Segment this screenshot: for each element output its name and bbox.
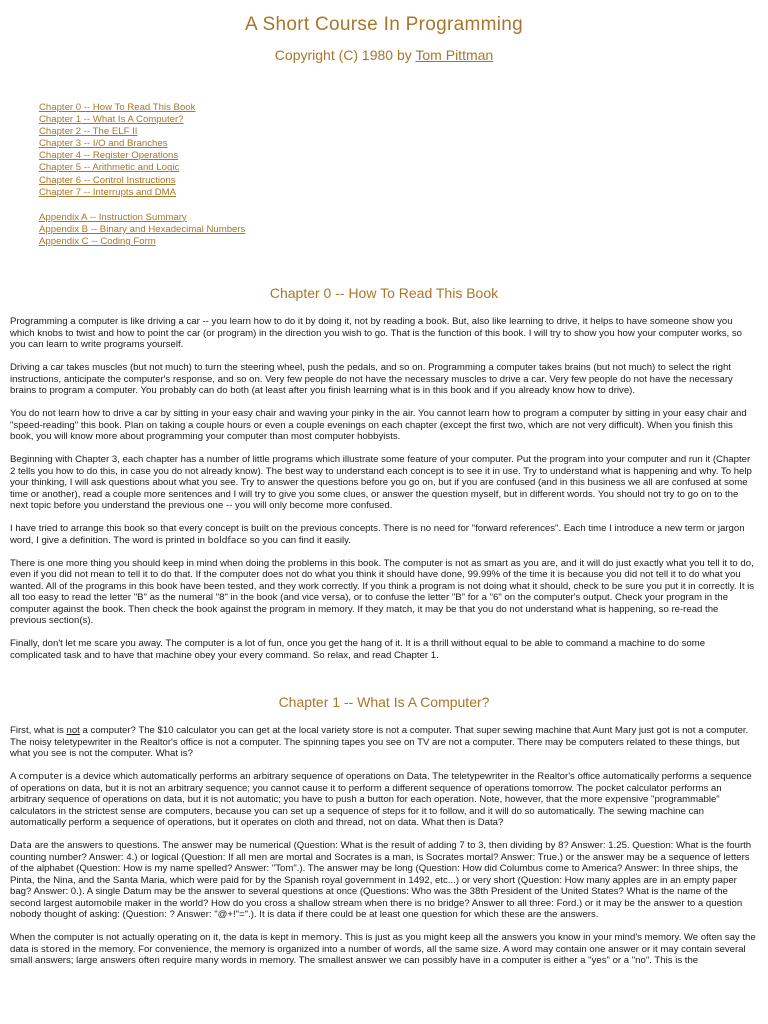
chapter-0-paragraph-5 xyxy=(10,523,756,546)
text-segment: When the computer is not actually operating on it, the data is kept in xyxy=(10,932,302,944)
toc-link-chapter-2[interactable]: Chapter 2 -- The ELF II xyxy=(39,126,138,138)
toc-item xyxy=(39,126,768,138)
boldface-term: words xyxy=(394,943,422,955)
chapter-0-paragraph-1: Programming a computer is like driving a car -- you learn how to do it by doing it, not by reading a book. But, also like learning to drive, it helps to have someone show you which knobs to twist and how to point the car (or program) in the direction you wish to go. That is the function of this book. I will try to show you how your computer works, so you can learn to write programs yourself. xyxy=(10,316,742,351)
chapter-0-paragraph-7: Finally, don't let me scare you away. The computer is a lot of fun, once you get the hang of it. It is a thrill without equal to be able to command a machine to do some complicated task and to have that machine obey your every command. So relax, and read Chapter 1. xyxy=(10,638,706,661)
chapter-0-paragraph-2: Driving a car takes muscles (but not much) to turn the steering wheel, push the pedals, and so on. Programming a computer takes brains (but not much) to select the right instructions, anticipate the computer's response, and so on. Very few people do not have the necessary muscles to drive a car. Very few people do not have the necessary brains to program a computer. You probably can do both (at least after you finish learning what is in this book and if you already know how to drive). xyxy=(10,362,733,397)
toc-item xyxy=(39,150,768,162)
chapter-0-paragraph-4: Beginning with Chapter 3, each chapter has a number of little programs which illustrate some feature of your computer. Put the program into your computer and run it (Chapter 2 tells you how to do this, in case you do not already know). The best way to understand each concept is to see it in use. Try to understand what is happening and why. To help your thinking, I will ask questions about what you see. Try to answer the questions before you go on, but if you are confused (and in this business we all are confused at some time or another), read a couple more sentences and I will try to give you some clues, or answer the question myself, but in different words. You should not try to go on to the next topic before you understand the previous one -- you will only become more confused. xyxy=(10,454,752,512)
chapter-0-heading: Chapter 0 -- How To Read This Book xyxy=(269,285,499,302)
copyright-line xyxy=(0,46,768,64)
toc-item xyxy=(39,162,768,174)
underlined-word: not xyxy=(66,725,80,737)
toc-spacer xyxy=(39,199,768,212)
toc-item xyxy=(39,212,768,224)
toc-item xyxy=(39,236,768,248)
toc-link-appendix-b[interactable]: Appendix B -- Binary and Hexadecimal Numbers xyxy=(39,223,246,235)
toc-link-chapter-6[interactable]: Chapter 6 -- Control Instructions xyxy=(39,174,176,186)
toc-item xyxy=(39,224,768,236)
chapter-1-heading: Chapter 1 -- What Is A Computer? xyxy=(278,694,490,711)
text-segment: I have tried to arrange this book so that every concept is built on the previous concepts. There is no need for "forward references". Each time I introduce a new term or jargon word, I give a definition. The word is printed in xyxy=(10,523,745,546)
chapter-1-paragraph-1 xyxy=(10,725,756,760)
toc-link-chapter-5[interactable]: Chapter 5 -- Arithmetic and Logic xyxy=(39,162,180,174)
chapter-0-paragraph-6: There is one more thing you should keep in mind when doing the problems in this book. The computer is not as smart as you are, and it will do just exactly what you tell it to do, even if you did not mean to tell it to do that. If the computer does not do what you think it should have done, 99.99% of the time it is because you did not tell it to do what you wanted. All of the programs in this book have been tested, and they work correctly. If you think a program is not doing what it should, check to be sure you put it in correctly. It is all too easy to read the letter "B" as the numeral "8" in the book (and vice versa), or to confuse the letter "B" for a "6" on the computer's output. Check your program in the computer against the book. Then check the book against the program in memory. If they match, it may be that you do not understand what is happening, so re-read the previous section(s). xyxy=(10,557,755,627)
text-segment: . This is just as you might keep all the answers you know in your mind's memory. We often say the data is xyxy=(10,932,756,955)
toc-link-appendix-a[interactable]: Appendix A -- Instruction Summary xyxy=(39,211,187,223)
toc-item xyxy=(39,102,768,114)
text-segment: so you can find it easily. xyxy=(247,534,351,546)
text-segment: in the memory. For convenience, the memory is organized into a number of xyxy=(70,943,395,955)
chapter-1-paragraph-4 xyxy=(10,932,756,967)
text-segment: A xyxy=(10,771,19,783)
text-segment: are the answers to questions. The answer may be numerical (Question: What is the result of adding 7 to 3, then dividing by 8? Answer: 1.25. Question: What is the fourth counting number? Answer: 4.) or logical (Question: If all men are mortal and Socrates is a man, is Socrates mortal? Answer: True.) or the answer may be a sequence of letters of the alphabet (Question: How is my name spelled? Answer: "Tom".). The answer may be long (Question: How did Columbus come to America? Answer: In three ships, the Pinta, the Nina, and the Santa Maria, which were paid for by the Spanish royal government in 1492, etc...) or very short (Question: How many apples are in an empty paper bag? Answer: 0.). A single Datum may be the answer to several questions at once (Questions: Who was the 38th President of the United States? What is the name of the second largest automobile maker in the world? How do you cross a shallow stream when there is no bridge? Answer to all three: Ford.) or it may be the answer to a question nobody thought of asking: (Question: ? Answer: "@+!"=".). It is data if there could be at least one question for which these are the answers. xyxy=(10,840,752,921)
chapter-1-paragraph-3 xyxy=(10,840,756,921)
text-segment: a computer? The $10 calculator you can get at the local variety store is not a computer. That super sewing machine that Aunt Mary just got is not a computer. The noisy teletypewriter in the Realtor's office is not a computer. The spinning tapes you see on TV are not a computer. There may be computers related to these things, but what you see is not the computer. What is? xyxy=(10,725,749,760)
toc-item xyxy=(39,114,768,126)
toc-item xyxy=(39,187,768,199)
boldface-term: boldface xyxy=(207,534,248,546)
chapter-1-paragraph-2 xyxy=(10,771,756,829)
chapter-0-paragraph-3: You do not learn how to drive a car by sitting in your easy chair and waving your pinky in the air. You cannot learn how to program a computer by sitting in your easy chair and "speed-reading" this book. Plan on taking a couple hours or even a couple evenings on each chapter (except the first two, which are not very difficult). When you finish this book, you will know more about programming your computer than most computer hobbyists. xyxy=(10,408,747,443)
toc-link-chapter-0[interactable]: Chapter 0 -- How To Read This Book xyxy=(39,102,196,113)
boldface-term: computer xyxy=(18,771,63,783)
toc-link-chapter-7[interactable]: Chapter 7 -- Interrupts and DMA xyxy=(39,186,177,198)
toc-item xyxy=(39,175,768,187)
boldface-term: stored xyxy=(40,943,71,955)
toc-link-chapter-4[interactable]: Chapter 4 -- Register Operations xyxy=(39,150,179,162)
author-link[interactable]: Tom Pittman xyxy=(415,47,494,63)
table-of-contents xyxy=(39,102,768,248)
toc-link-appendix-c[interactable]: Appendix C -- Coding Form xyxy=(39,235,156,247)
toc-link-chapter-3[interactable]: Chapter 3 -- I/O and Branches xyxy=(39,138,168,150)
toc-link-chapter-1[interactable]: Chapter 1 -- What Is A Computer? xyxy=(39,114,184,126)
boldface-term: memory xyxy=(301,932,340,944)
text-segment: is a device which automatically performs an arbitrary sequence of operations on Data. The teletypewriter in the Realtor's office automatically performs a sequence of operations on data, but it is not an arbitrary sequence; you cannot cause it to perform a different sequence of operations tomorrow. The pocket calculator performs an arbitrary sequence of operations on data, but it is not automatic; you have to push a button for each operation. Note, however, that the more expensive "programmable" calculators in the strictest sense are computers, because you can set up a sequence of steps for it to follow, and it will do so automatically. The sewing machine can automatically perform a sequence of operations, but it operates on cloth and thread, not on data. What then is Data? xyxy=(10,771,752,829)
copyright-text: Copyright (C) 1980 by xyxy=(274,47,416,63)
page-title: A Short Course In Programming xyxy=(245,14,523,35)
boldface-term: Data xyxy=(10,840,32,852)
text-segment: , all the same size. A word may contain one answer or it may contain several small answers; large answers often require many words in memory. The smallest answer we can possibly have in a computer is either a "yes" or a "no". This is the xyxy=(10,943,746,967)
toc-item xyxy=(39,138,768,150)
text-segment: First, what is xyxy=(10,725,67,737)
